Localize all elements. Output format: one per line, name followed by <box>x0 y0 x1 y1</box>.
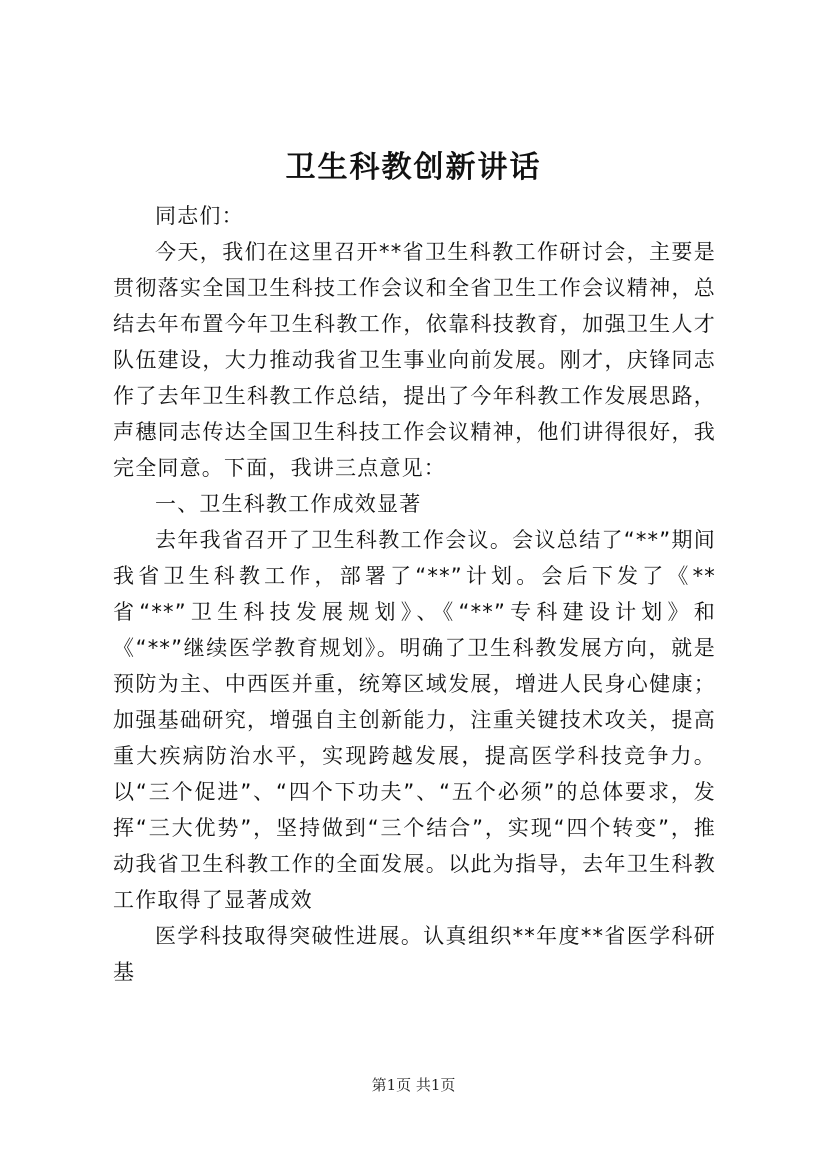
intro-paragraph: 今天，我们在这里召开**省卫生科教工作研讨会，主要是贯彻落实全国卫生科技工作会议和全省卫生工作会议精神，总结去年布置今年卫生科教工作，依靠科技教育，加强卫生人才队伍建设，大力推动我省卫生事业向前发展。刚才，庆锋同志作了去年卫生科教工作总结，提出了今年科教工作发展思路，声穗同志传达全国卫生科技工作会议精神，他们讲得很好，我完全同意。下面，我讲三点意见： <box>113 240 716 480</box>
document-title: 卫生科教创新讲话 <box>285 150 542 185</box>
salutation-paragraph: 同志们： <box>155 204 244 228</box>
body-paragraph: 去年我省召开了卫生科教工作会议。会议总结了“**”期间我省卫生科教工作，部署了“**”计划。会后下发了《**省“**”卫生科技发展规划》、《“**”专科建设计划》和《“**”继续医学教育规划》。明确了卫生科教发展方向，就是预防为主、中西医并重，统筹区域发展，增进人民身心健康；加强基础研究，增强自主创新能力，注重关键技术攻关，提高重大疾病防治水平，实现跨越发展，提高医学科技竞争力。以“三个促进”、“四个下功夫”、“五个必须”的总体要求，发挥“三大优势”，坚持做到“三个结合”，实现“四个转变”，推动我省卫生科教工作的全面发展。以此为指导，去年卫生科教工作取得了显著成效 <box>113 528 716 912</box>
document-body <box>113 198 716 990</box>
page-number-footer: 第1页 共1页 <box>371 1076 456 1094</box>
section-heading: 一、卫生科教工作成效显著 <box>155 492 422 516</box>
body-paragraph: 医学科技取得突破性进展。认真组织**年度**省医学科研基 <box>113 924 716 984</box>
